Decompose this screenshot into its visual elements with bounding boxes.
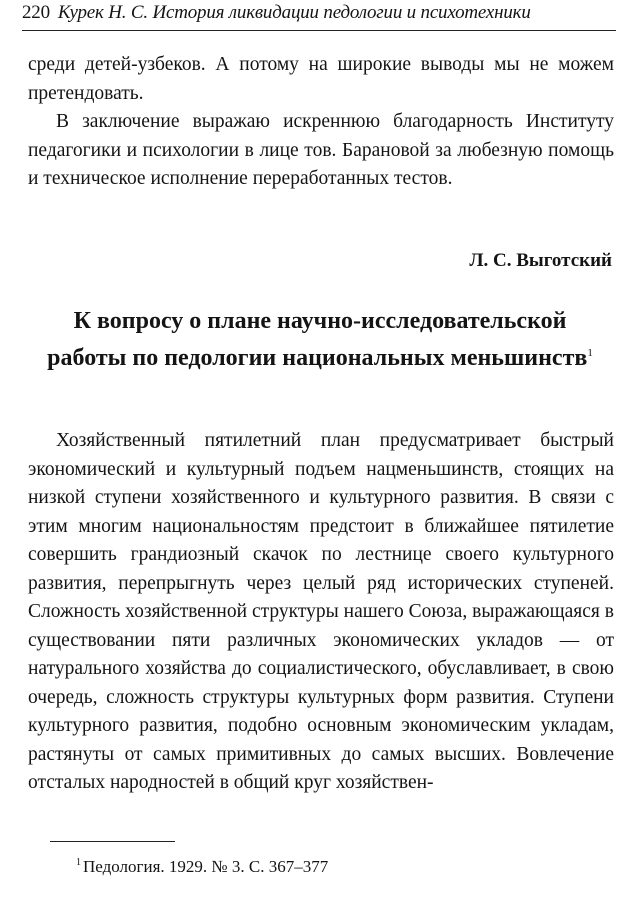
article-title-text: К вопросу о плане научно-исследовательской работы по педологии национальных меньшинств bbox=[47, 308, 588, 371]
footnote bbox=[76, 857, 328, 877]
acknowledgement-paragraph: В заключение выражаю искреннюю благодарность Институту педагогики и психологии в лице тов. Барановой за любезную помощь и техническое исполнение переработанных тестов. bbox=[28, 111, 614, 189]
author-signature: Л. С. Выготский bbox=[469, 250, 612, 271]
footnote-marker: 1 bbox=[76, 857, 81, 869]
running-title: Курек Н. С. История ликвидации педологии и психотехники bbox=[57, 2, 531, 23]
footnote-rule bbox=[50, 841, 175, 842]
continuation-paragraph: среди детей-узбеков. А потому на широкие выводы мы не можем претендовать. bbox=[28, 54, 614, 104]
footnote-text: Педология. 1929. № 3. С. 367–377 bbox=[83, 857, 329, 876]
article-title bbox=[40, 305, 600, 374]
title-footnote-marker: 1 bbox=[587, 347, 593, 359]
intro-text bbox=[28, 51, 614, 194]
running-header bbox=[22, 2, 614, 24]
article-body bbox=[28, 427, 614, 798]
header-rule bbox=[22, 30, 616, 31]
article-paragraph: Хозяйственный пятилетний план предусматривает быстрый экономический и культурный подъем нацменьшинств, стоящих на низкой ступени хозяйственного и культурного развития. В связи с этим многим национальностям предстоит в ближайшее пятилетие совершить грандиозный скачок по лестнице своего культурного развития, перепрыгнуть через целый ряд исторических ступеней. Сложность хозяйственной структуры нашего Союза, выражающаяся в существовании пяти различных экономических укладов — от натурального хозяйства до социалистического, обуславливает, в свою очередь, сложность структуры культурных форм развития. Ступени культурного развития, подобно основным экономическим укладам, растянуты от самых примитивных до самых высших. Вовлечение отсталых народностей в общий круг хозяйствен- bbox=[28, 430, 614, 793]
page-number: 220 bbox=[22, 2, 50, 23]
